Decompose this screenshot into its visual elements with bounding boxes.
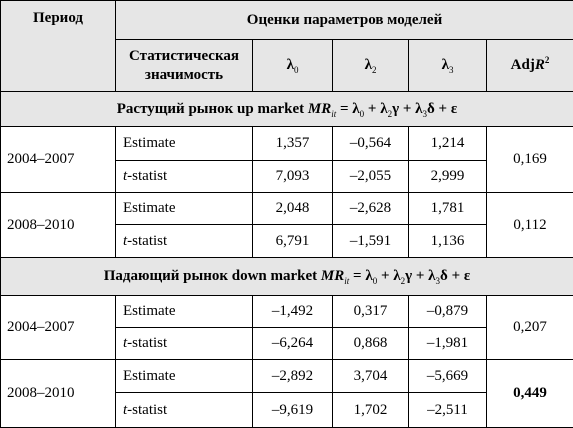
formula-mr-subscript (331, 109, 336, 119)
value-cell: 1,702 (333, 393, 409, 428)
formula-mr-subscript-text: it (331, 109, 336, 119)
stat-label: Estimate (123, 368, 176, 384)
formula-mr: MR (308, 101, 331, 117)
value-cell: –6,264 (253, 328, 333, 360)
lambda0-subscript: 0 (294, 65, 299, 75)
formula-part: + λ (377, 268, 400, 284)
estimates-header-label: Оценки параметров моделей (247, 12, 442, 28)
adj-label: Adj (511, 57, 535, 73)
section-title-text: Растущий рынок up market (117, 101, 308, 117)
value-cell: –2,892 (253, 360, 333, 393)
adj-superscript: 2 (545, 55, 550, 65)
formula-part: γ + λ (405, 268, 435, 284)
value-cell: –9,619 (253, 393, 333, 428)
value-cell: 0,317 (333, 296, 409, 328)
value-cell: –0,564 (333, 127, 409, 161)
stat-type-cell (116, 127, 253, 161)
formula-subscript: 3 (436, 276, 441, 286)
period-header (1, 1, 116, 92)
stat-label: -statist (127, 233, 167, 249)
formula-mr-subscript (344, 276, 349, 286)
section-row (1, 92, 573, 127)
formula-subscript: 0 (360, 109, 365, 119)
lambda2-subscript: 2 (372, 65, 377, 75)
adj-r2-cell: 0,112 (487, 193, 573, 258)
value-cell: –1,981 (409, 328, 487, 360)
lambda3-header (409, 40, 487, 92)
stat-type-cell (116, 161, 253, 193)
formula-part: δ + ε (440, 268, 470, 284)
stat-type-cell (116, 225, 253, 258)
adj-r2-header (487, 40, 573, 92)
table-row (1, 360, 573, 393)
period-cell: 2008–2010 (1, 193, 116, 258)
lambda2-symbol: λ (365, 57, 372, 73)
formula-part: δ + ε (427, 101, 457, 117)
value-cell: 2,999 (409, 161, 487, 193)
section-row (1, 258, 573, 296)
value-cell: –5,669 (409, 360, 487, 393)
adj-r2-cell: 0,449 (487, 360, 573, 428)
formula-subscript: 2 (401, 276, 406, 286)
value-cell: –2,511 (409, 393, 487, 428)
formula-part: + λ (364, 101, 387, 117)
lambda3-symbol: λ (442, 57, 449, 73)
value-cell: 2,048 (253, 193, 333, 225)
formula-subscript: 2 (388, 109, 393, 119)
table-body (1, 1, 573, 428)
period-header-label: Период (33, 10, 83, 26)
value-cell: 6,791 (253, 225, 333, 258)
formula-subscript: 0 (373, 276, 378, 286)
stat-label: Estimate (123, 200, 176, 216)
value-cell: –2,628 (333, 193, 409, 225)
section-title-text: Падающий рынок down market (104, 268, 321, 284)
stat-prefix: t (123, 402, 127, 418)
stat-type-cell (116, 393, 253, 428)
adj-r2-cell: 0,169 (487, 127, 573, 193)
section-title (1, 258, 573, 296)
estimates-header (116, 1, 573, 40)
stat-prefix: t (123, 233, 127, 249)
formula-mr: MR (321, 268, 344, 284)
stat-type-cell (116, 328, 253, 360)
lambda2-header (333, 40, 409, 92)
lambda3-subscript: 3 (449, 65, 454, 75)
value-cell: 1,357 (253, 127, 333, 161)
value-cell: 1,136 (409, 225, 487, 258)
stat-label: -statist (127, 402, 167, 418)
adj-r-letter: R (535, 57, 545, 73)
formula-part: = λ (349, 268, 372, 284)
value-cell: –2,055 (333, 161, 409, 193)
significance-header-line1: Статистическая (129, 48, 239, 64)
period-cell: 2004–2007 (1, 127, 116, 193)
stat-type-cell (116, 296, 253, 328)
value-cell: 3,704 (333, 360, 409, 393)
formula-subscript: 3 (423, 109, 428, 119)
stat-type-cell (116, 193, 253, 225)
table-row (1, 296, 573, 328)
table-row (1, 127, 573, 161)
stat-label: -statist (127, 168, 167, 184)
formula-part: γ + λ (392, 101, 422, 117)
significance-header (116, 40, 253, 92)
value-cell: 1,214 (409, 127, 487, 161)
section-title (1, 92, 573, 127)
value-cell: 7,093 (253, 161, 333, 193)
value-cell: –0,879 (409, 296, 487, 328)
lambda0-header (253, 40, 333, 92)
value-cell: –1,591 (333, 225, 409, 258)
value-cell: –1,492 (253, 296, 333, 328)
formula-part: = λ (336, 101, 359, 117)
period-cell: 2008–2010 (1, 360, 116, 428)
value-cell: 0,868 (333, 328, 409, 360)
adj-r2-cell: 0,207 (487, 296, 573, 360)
stat-label: -statist (127, 335, 167, 351)
stat-label: Estimate (123, 303, 176, 319)
stat-type-cell (116, 360, 253, 393)
stat-prefix: t (123, 335, 127, 351)
period-cell: 2004–2007 (1, 296, 116, 360)
stat-label: Estimate (123, 135, 176, 151)
table-row (1, 193, 573, 225)
lambda0-symbol: λ (287, 57, 294, 73)
header-row-1 (1, 1, 573, 40)
value-cell: 1,781 (409, 193, 487, 225)
formula-mr-subscript-text: it (344, 276, 349, 286)
significance-header-line2: значимость (145, 67, 223, 83)
stat-prefix: t (123, 168, 127, 184)
